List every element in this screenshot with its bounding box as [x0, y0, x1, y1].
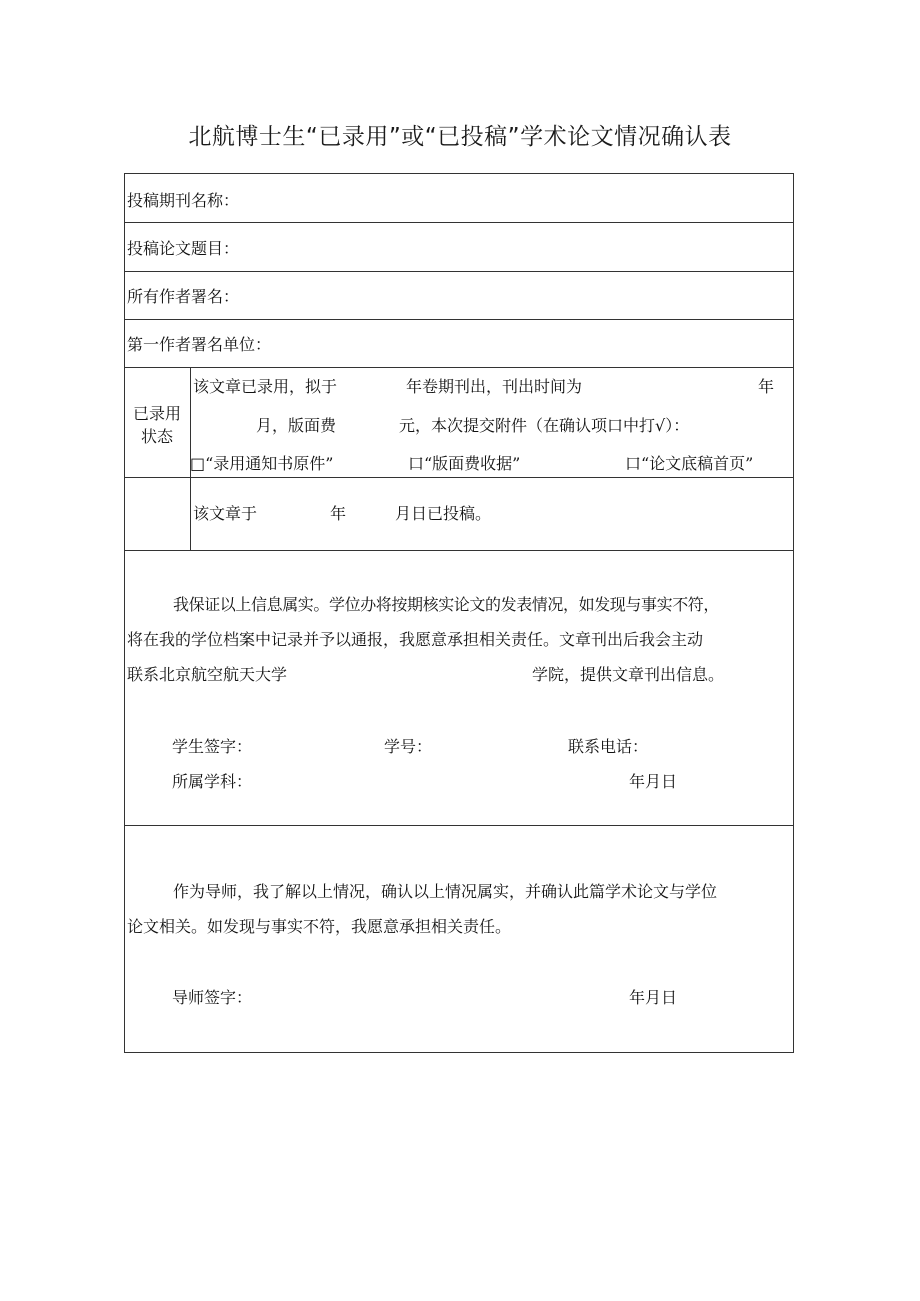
row-divider: [125, 319, 793, 320]
paper-title-label: 投稿论文题目：: [127, 239, 240, 258]
discipline-label: 所属学科：: [172, 772, 253, 791]
confirmation-form: [124, 173, 794, 1053]
checkbox-manuscript-first-page[interactable]: 口“论文底稿首页”: [625, 454, 754, 473]
student-date-label: 年月日: [629, 772, 678, 791]
journal-name-label: 投稿期刊名称：: [127, 191, 240, 210]
student-signature-label: 学生签字：: [172, 737, 253, 756]
accepted-text: 年: [758, 377, 775, 396]
all-authors-label: 所有作者署名：: [127, 287, 240, 306]
row-divider: [125, 222, 793, 223]
student-pledge: 我保证以上信息属实。学位办将按期核实论文的发表情况，如发现与事实不符， 将在我的学位档案中记录并予以通报，我愿意承担相关责任。文章刊出后我会主动 联系北京航空航天大学 学院，提供文章刊出信息。: [127, 595, 725, 684]
checkbox-acceptance-notice[interactable]: □“录用通知书原件”: [190, 454, 334, 473]
advisor-statement: 作为导师，我了解以上情况，确认以上情况属实，并确认此篇学术论文与学位 论文相关。如发现与事实不符，我愿意承担相关责任。: [127, 882, 718, 936]
row-divider: [125, 367, 793, 368]
checkbox-page-fee-receipt[interactable]: 口“版面费收据”: [408, 454, 521, 473]
submitted-text: 月日已投稿。: [395, 504, 492, 523]
advisor-signature-label: 导师签字：: [172, 988, 253, 1007]
accepted-text: 年卷期刊出，刊出时间为: [406, 377, 583, 396]
row-divider: [125, 825, 793, 826]
submitted-text: 年: [330, 504, 347, 523]
status-label-line2: 状态: [141, 427, 174, 446]
accepted-text: 月，版面费: [256, 416, 337, 435]
phone-label: 联系电话：: [568, 737, 649, 756]
status-label-line1: 已录用: [133, 404, 182, 423]
row-divider: [125, 477, 793, 478]
submitted-text: 该文章于: [193, 504, 258, 523]
row-divider: [125, 271, 793, 272]
page-title: 北航博士生“已录用”或“已投稿”学术论文情况确认表: [188, 124, 732, 150]
accepted-text: 该文章已录用，拟于: [193, 377, 338, 396]
row-divider: [125, 550, 793, 551]
advisor-date-label: 年月日: [629, 988, 678, 1007]
accepted-text: 元，本次提交附件（在确认项口中打√）：: [399, 416, 690, 435]
first-author-unit-label: 第一作者署名单位：: [127, 335, 272, 354]
student-id-label: 学号：: [384, 737, 433, 756]
